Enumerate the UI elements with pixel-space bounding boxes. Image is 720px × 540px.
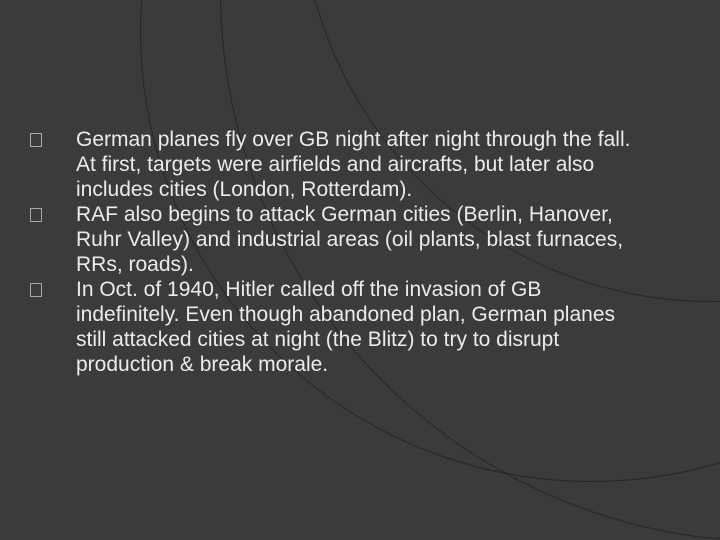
bullet-text: German planes fly over GB night after night through the fall. At first, targets were airfields and aircrafts, but later also includes cities (London, Rotterdam).: [76, 128, 631, 201]
bullet-list: [76, 127, 636, 377]
square-outline-icon: [30, 208, 42, 222]
bullet-text: In Oct. of 1940, Hitler called off the invasion of GB indefinitely. Even though abandoned plan, German planes still attacked cities at night (the Blitz) to try to disrupt production & break morale.: [76, 278, 615, 376]
bullet-item: [76, 202, 636, 277]
bullet-text: RAF also begins to attack German cities (Berlin, Hanover, Ruhr Valley) and industrial areas (oil plants, blast furnaces, RRs, roads).: [76, 203, 624, 276]
bullet-item: [76, 277, 636, 377]
square-outline-icon: [30, 133, 42, 147]
bullet-item: [76, 127, 636, 202]
square-outline-icon: [30, 283, 42, 297]
